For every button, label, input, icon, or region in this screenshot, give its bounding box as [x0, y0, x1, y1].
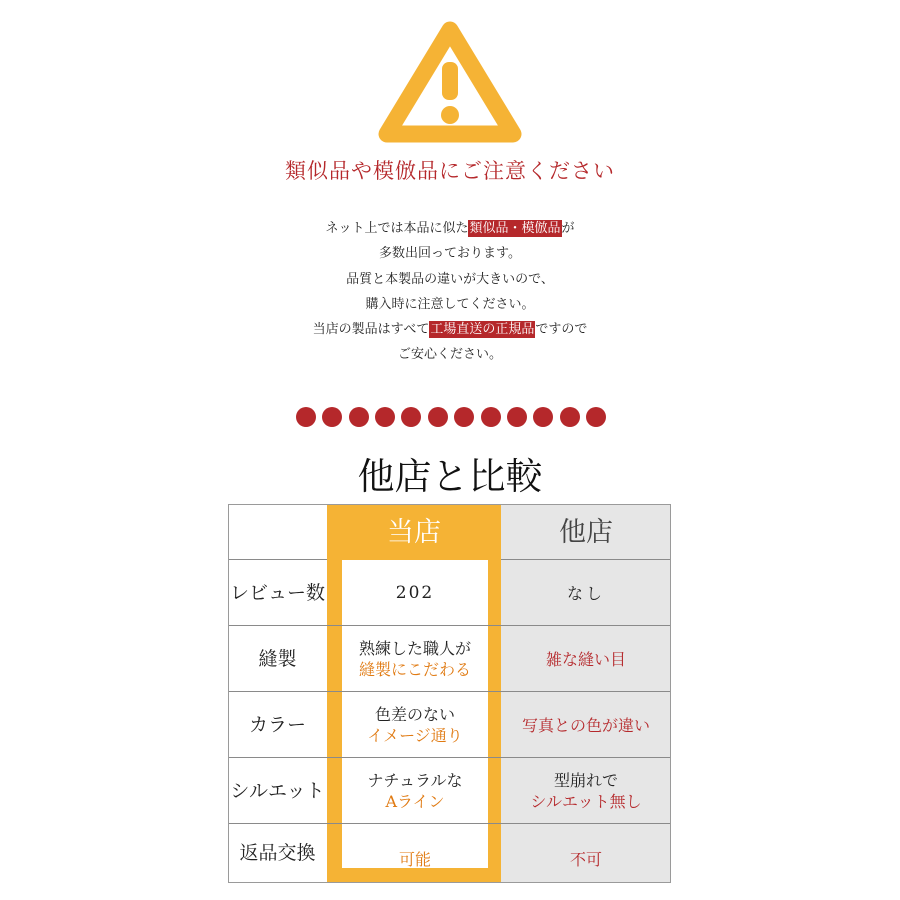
notice-line [0, 342, 900, 367]
our-store-silhouette [342, 758, 488, 824]
notice-line [0, 267, 900, 292]
divider-dot [533, 407, 553, 427]
divider-dot [375, 407, 395, 427]
other-store-sewing [501, 626, 671, 692]
other-store-silhouette [501, 758, 671, 824]
value-line: ナチュラルな [367, 771, 463, 790]
row-label-silhouette: シルエット [230, 779, 325, 802]
value-line-highlight: シルエット無し [530, 792, 642, 811]
divider-dot [560, 407, 580, 427]
our-store-returns [342, 824, 488, 883]
row-label-reviews: レビュー数 [229, 581, 325, 604]
comparison-title: 他店と比較 [357, 455, 543, 498]
notice-text-segment: 多数出回っております。 [379, 246, 521, 262]
divider-dot [322, 407, 342, 427]
notice-text [0, 216, 900, 368]
our-store-sewing [342, 626, 488, 692]
divider-dot [349, 407, 369, 427]
value-line: 色差のない [374, 705, 455, 724]
notice-line [0, 317, 900, 342]
notice-text-segment: ご安心ください。 [397, 347, 502, 363]
notice-highlight: 類似品・模倣品 [469, 221, 561, 236]
row-label-returns: 返品交換 [239, 842, 316, 864]
value-line-highlight: Aライン [385, 792, 445, 811]
notice-text-segment: 購入時に注意してください。 [365, 296, 535, 312]
value-line-highlight: イメージ通り [367, 726, 463, 745]
value-line-highlight: 可能 [398, 850, 431, 869]
divider-dot [296, 407, 316, 427]
row-label-color: カラー [248, 713, 306, 736]
divider-dot [428, 407, 448, 427]
notice-highlight: 工場直送の正規品 [430, 322, 535, 338]
notice-text-segment: ネット上では本品に似た [325, 221, 469, 236]
other-store-reviews [501, 560, 671, 626]
divider-dot [401, 407, 421, 427]
notice-text-segment: が [561, 221, 575, 236]
notice-text-segment: 当店の製品はすべて [312, 322, 430, 338]
value-line: 熟練した職人が [358, 639, 471, 658]
value-line-highlight: 不可 [569, 850, 602, 869]
value-line-highlight: 雑な縫い目 [545, 649, 626, 669]
warning-icon [377, 20, 523, 144]
dot-divider [296, 406, 606, 428]
value-line: 型崩れで [553, 771, 618, 790]
other-store-color [501, 692, 671, 758]
notice-line [0, 216, 900, 241]
header-other-store: 他店 [559, 516, 613, 548]
warning-title: 類似品や模倣品にご注意ください [285, 159, 615, 183]
our-store-color [342, 692, 488, 758]
comparison-table [228, 504, 671, 883]
notice-line [0, 241, 900, 266]
divider-dot [454, 407, 474, 427]
row-label-sewing: 縫製 [258, 647, 297, 670]
divider-dot [507, 407, 527, 427]
notice-text-segment: 品質と本製品の違いが大きいので、 [346, 271, 554, 287]
notice-line [0, 292, 900, 317]
notice-text-segment: ですので [535, 322, 588, 338]
value-line-highlight: 写真との色が違い [521, 715, 650, 735]
value-line-highlight: 縫製にこだわる [358, 660, 471, 679]
other-store-returns [501, 824, 671, 883]
value-line: 202 [395, 582, 435, 603]
divider-dot [481, 407, 501, 427]
header-our-store: 当店 [387, 516, 441, 548]
our-store-reviews [342, 560, 488, 626]
divider-dot [586, 407, 606, 427]
value-line: なし [566, 583, 605, 603]
